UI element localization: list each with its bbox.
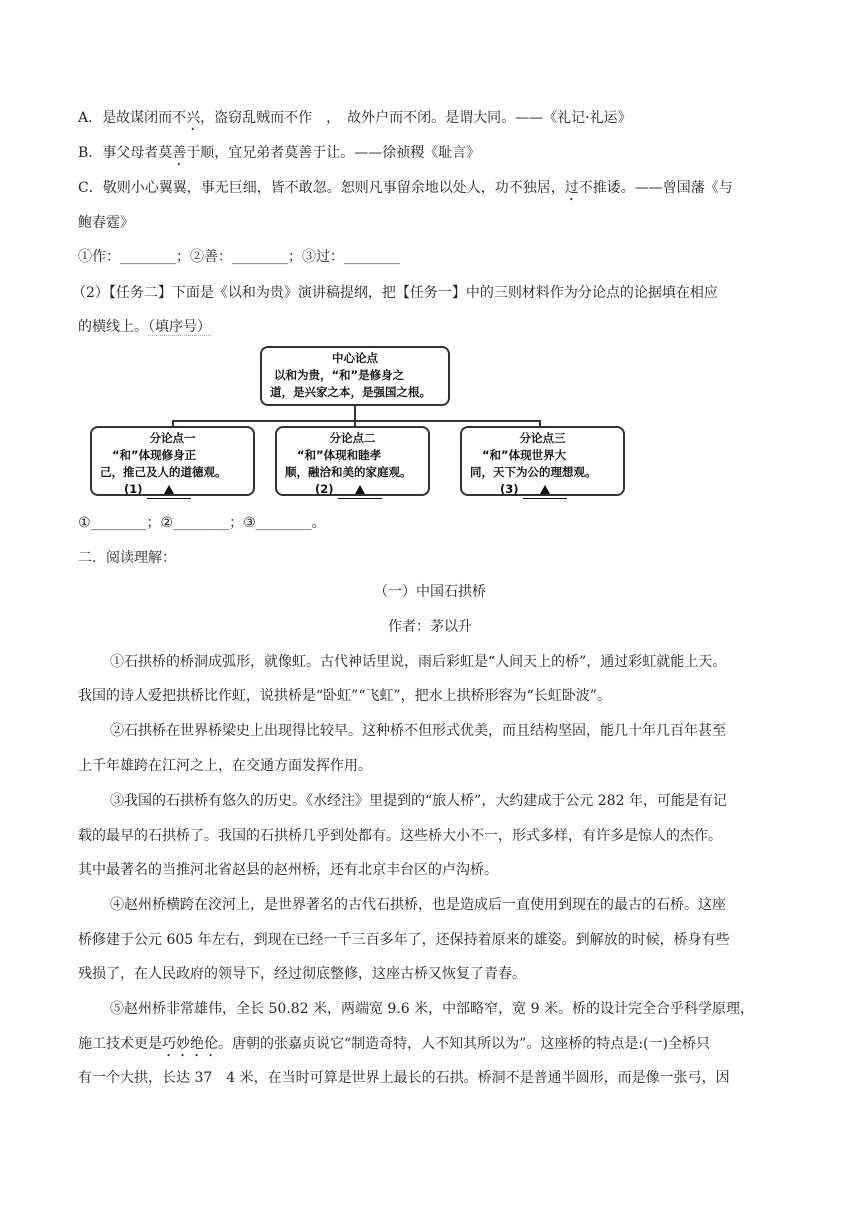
box-line: 道，是兴家之本，是强国之根。 <box>270 385 431 399</box>
option-a-text: A．是故谋闭而不 <box>78 110 187 126</box>
paragraph-5: ⑤赵州桥非常雄伟，全长 50.82 米，两端宽 9.6 米，中部略窄，宽 9 米。桥的设计完全合乎科学原理， <box>110 1001 754 1017</box>
triangle-icon <box>164 485 174 494</box>
answer-blank[interactable] <box>147 481 191 499</box>
emphasized-char: 善 <box>172 145 187 161</box>
box-line: “和”体现修身正 <box>112 448 197 462</box>
connector-line <box>354 406 356 421</box>
emphasized-phrase: 巧妙绝伦 <box>162 1036 218 1052</box>
paragraph-3-cont: 载的最早的石拱桥了。我国的石拱桥几乎到处都有。这些桥大小不一，形式多样，有许多是惊人的杰作。 <box>78 828 722 844</box>
task2-hint: （填序号） <box>148 319 211 335</box>
sub-argument-3-box <box>460 426 625 496</box>
paragraph-4: ④赵州桥横跨在洨河上，是世界著名的古代石拱桥，也是造成后一直使用到现在的最古的石桥。这座 <box>110 897 726 913</box>
triangle-icon <box>355 485 365 494</box>
paragraph-4-cont: 桥修建于公元 605 年左右，到现在已经一千三百多年了，还保持着原来的雄姿。到解放的时候，桥身有些 <box>78 932 730 948</box>
sub-argument-2-box <box>275 426 430 496</box>
paragraph-1: ①石拱桥的桥洞成弧形，就像虹。古代神话里说，雨后彩虹是“人间天上的桥”，通过彩虹就能上天。 <box>110 654 727 670</box>
blank-row <box>470 481 615 499</box>
box-line: “和”体现和睦孝 <box>297 448 382 462</box>
option-c <box>78 178 733 204</box>
task2-line2 <box>78 317 211 337</box>
paragraph-4-cont: 残损了，在人民政府的领导下，经过彻底整修，这座古桥又恢复了青春。 <box>78 966 526 982</box>
article-author: 作者：茅以升 <box>388 619 472 635</box>
paragraph-5-cont: 有一个大拱，长达 37 4 米，在当时可算是世界上最长的石拱。桥洞不是普通半圆形，而是像一张弓，因 <box>78 1070 730 1086</box>
option-a-text-rest: ，盗窃乱贼而不作 ， 故外户而不闭。是谓大同。——《礼记·礼运》 <box>200 110 632 126</box>
box-line: 以和为贵，“和”是修身之 <box>274 368 405 382</box>
box-line: 同，天下为公的理想观。 <box>470 465 597 479</box>
blank-number: (2) <box>315 482 334 496</box>
option-c-cont: 鲍春霆》 <box>78 215 134 231</box>
question-1-blanks: ①作：________；②善：________；③过：________ <box>78 249 400 265</box>
box-title: 分论点一 <box>149 431 196 445</box>
paragraph-1-cont: 我国的诗人爱把拱桥比作虹，说拱桥是“卧虹”“飞虹”，把水上拱桥形容为“长虹卧波”。 <box>78 688 611 704</box>
task2-line1: （2）【任务二】下面是《以和为贵》演讲稿提纲，把【任务一】中的三则材料作为分论点的论据填在相应 <box>72 285 718 301</box>
paragraph-5-cont <box>78 1034 710 1060</box>
box-title: 分论点三 <box>519 431 566 445</box>
sub-argument-1-box <box>90 426 255 496</box>
box-line: “和”体现世界大 <box>482 448 567 462</box>
paragraph-2: ②石拱桥在世界桥梁史上出现得比较早。这种桥不但形式优美，而且结构坚固，能几十年几百年甚至 <box>110 723 726 739</box>
paragraph-text: 施工技术更是 <box>78 1036 162 1052</box>
option-a <box>78 108 632 134</box>
box-line: 顺，融洽和美的家庭观。 <box>285 465 412 479</box>
option-b-text: B．事父母者莫 <box>78 145 173 161</box>
box-title: 分论点二 <box>329 431 376 445</box>
paragraph-text-rest: 。唐朝的张嘉贞说它“制造奇特，人不知其所以为”。这座桥的特点是:(一)全桥只 <box>218 1036 710 1052</box>
emphasized-char: 过 <box>564 180 579 196</box>
task2-text: 的横线上。 <box>78 319 148 335</box>
triangle-icon <box>540 485 550 494</box>
paragraph-3-cont: 其中最著名的当推河北省赵县的赵州桥，还有北京丰台区的卢沟桥。 <box>78 862 498 878</box>
article-title: （一）中国石拱桥 <box>374 584 486 600</box>
box-line: 己，推己及人的道德观。 <box>100 465 227 479</box>
option-c-text-rest: 不推诿。——曾国藩《与 <box>578 180 733 196</box>
blank-row <box>285 481 420 499</box>
emphasized-char: 兴 <box>186 110 201 126</box>
central-argument-box <box>260 346 450 406</box>
option-b-text-rest: 于顺，宜兄弟者莫善于让。——徐祯稷《耻言》 <box>186 145 481 161</box>
blank-number: (1) <box>124 482 143 496</box>
paragraph-2-cont: 上千年雄跨在江河之上，在交通方面发挥作用。 <box>78 758 372 774</box>
outline-diagram <box>90 346 625 501</box>
blank-row <box>100 481 245 499</box>
box-title: 中心论点 <box>332 351 378 365</box>
blank-number: (3) <box>500 482 519 496</box>
option-b <box>78 143 480 169</box>
paragraph-3: ③我国的石拱桥有悠久的历史。《水经注》里提到的“旅人桥”，大约建成于公元 282 年，可能是有记 <box>110 793 727 809</box>
answer-blank[interactable] <box>523 481 567 499</box>
option-c-text: C．敬则小心翼翼，事无巨细，皆不敢忽。恕则凡事留余地以处人，功不独居， <box>78 180 565 196</box>
question-2-blanks: ①________；②________；③________。 <box>78 515 326 531</box>
section-heading: 二．阅读理解： <box>78 550 176 566</box>
connector-line <box>172 420 540 422</box>
answer-blank[interactable] <box>338 481 382 499</box>
